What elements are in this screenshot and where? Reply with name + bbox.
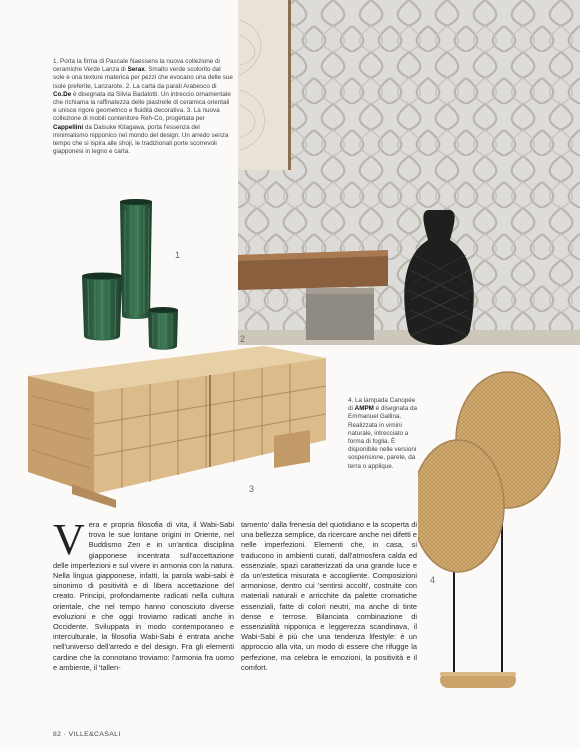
image-number-1: 1: [175, 250, 181, 260]
wallpaper-photo: [238, 0, 580, 345]
green-vases-photo: [78, 196, 188, 356]
arabesque-pattern: [238, 0, 580, 345]
caption-lamp-post: è disegnata da Emmanuel Gallina. Realizzata in vimini naturale, intrecciato a forma di foglia. È disponibile nelle versioni sospensione, parete, da terra o applique.: [348, 405, 417, 470]
page-footer: 82 · VILLE&CASALI: [53, 731, 121, 738]
sideboard-photo: [24, 344, 334, 514]
caption-main-p2-post: è disegnata da Silvia Badalotti. Un intreccio ornamentale che richiama la raffinatezza delle piastrelle di ceramica orientali e unisce rigore geometrico e fluidità decorativa. 3. La nuova collezione di mobili contenitore Reh-Co, progettata per: [53, 90, 231, 123]
image-number-4: 4: [430, 575, 436, 585]
lamp-photo: [418, 368, 568, 698]
caption-main-p1: 1. Porta la firma di Pascale Naessens la nuova collezione di ceramiche Verde Lanza di: [53, 58, 220, 74]
article-column-1: [53, 515, 234, 673]
brand-cappellini: Cappellini: [53, 123, 84, 131]
brand-code: Co.De: [53, 90, 72, 98]
caption-lamp: [348, 397, 420, 471]
caption-main-p1-post: . Smalto verde scolorito dal sole e una texture materica per pezzi che evocano una delle sue isole preferite, Lanzarote. 2. La carta da parati Arabesco di: [53, 66, 233, 90]
image-number-3: 3: [249, 484, 255, 494]
sideboard-illustration: [24, 344, 334, 514]
caption-main-p3-post: da Daisuke Kitagawa, porta l'essenza del minimalismo nipponico nel mondo del design. Un arredo senza tempo che si ispira alle shoji, le tradizionali porte scorrevoli giapponesi in legno e carta.: [53, 123, 229, 156]
image-number-2: 2: [240, 334, 246, 344]
brand-serax: Serax: [127, 66, 145, 74]
brand-ampm: AMPM: [354, 405, 374, 413]
vases-illustration: [78, 196, 188, 356]
caption-main: [53, 58, 233, 156]
article-column-2: [241, 520, 417, 673]
lamp-illustration: [418, 368, 568, 698]
drop-cap: V: [53, 515, 85, 564]
article-col2-text: tamento' dalla frenesia del quotidiano e la scoperta di una bellezza semplice, da ricercare anche nei difetti e nelle imperfezioni. Elementi che, in casa, si traducono in ambienti curati, dall'atmosfera calda ed essenziale, spazi caratterizzati da una grande luce e da un'estetica misurata e accogliente. Composizioni armoniose, dentro cui 'sentirsi accolti', costruite con materiali naturali e arricchite da palette cromatiche essenziali, fatte di colori neutri, ma anche di tinte dense e terrose. Bilanciata combinazione di essenzialità nipponica e leggerezza scandinava, il Wabi-Sabi è più che una tendenza lifestyle: è un approccio alla vita, un modo di essere che rifugge la perfezione, ma celebra le emozioni, la positività e il comfort.: [241, 520, 417, 672]
caption-lamp-pre: 4. La lampada Canopée di: [348, 397, 416, 413]
article-col1-text: era e propria filosofia di vita, il Wabi-Sabi trova le sue lontane origini in Oriente, nel Buddismo Zen e in un'antica disciplina giapponese incentrata sull'accettazione delle imperfezioni e sul vivere in armonia con la natura. Nella lingua giapponese, infatti, la parola wabi-sabi è sinonimo di positività e di libera accettazione del creato. Principi, profondamente radicati nella cultura orientale, che nel tempo hanno conosciuto diverse evoluzioni e che oggi troviamo radicati anche in Occidente. Sviluppata in modo contemporaneo e interculturale, la filosofia Wabi-Sabi è entrata anche nell'universo dell'arredo e del design. Fra gli elementi cardine che la connotano troviamo: l'armonia fra uomo e ambiente, il 'tallen-: [53, 520, 234, 672]
